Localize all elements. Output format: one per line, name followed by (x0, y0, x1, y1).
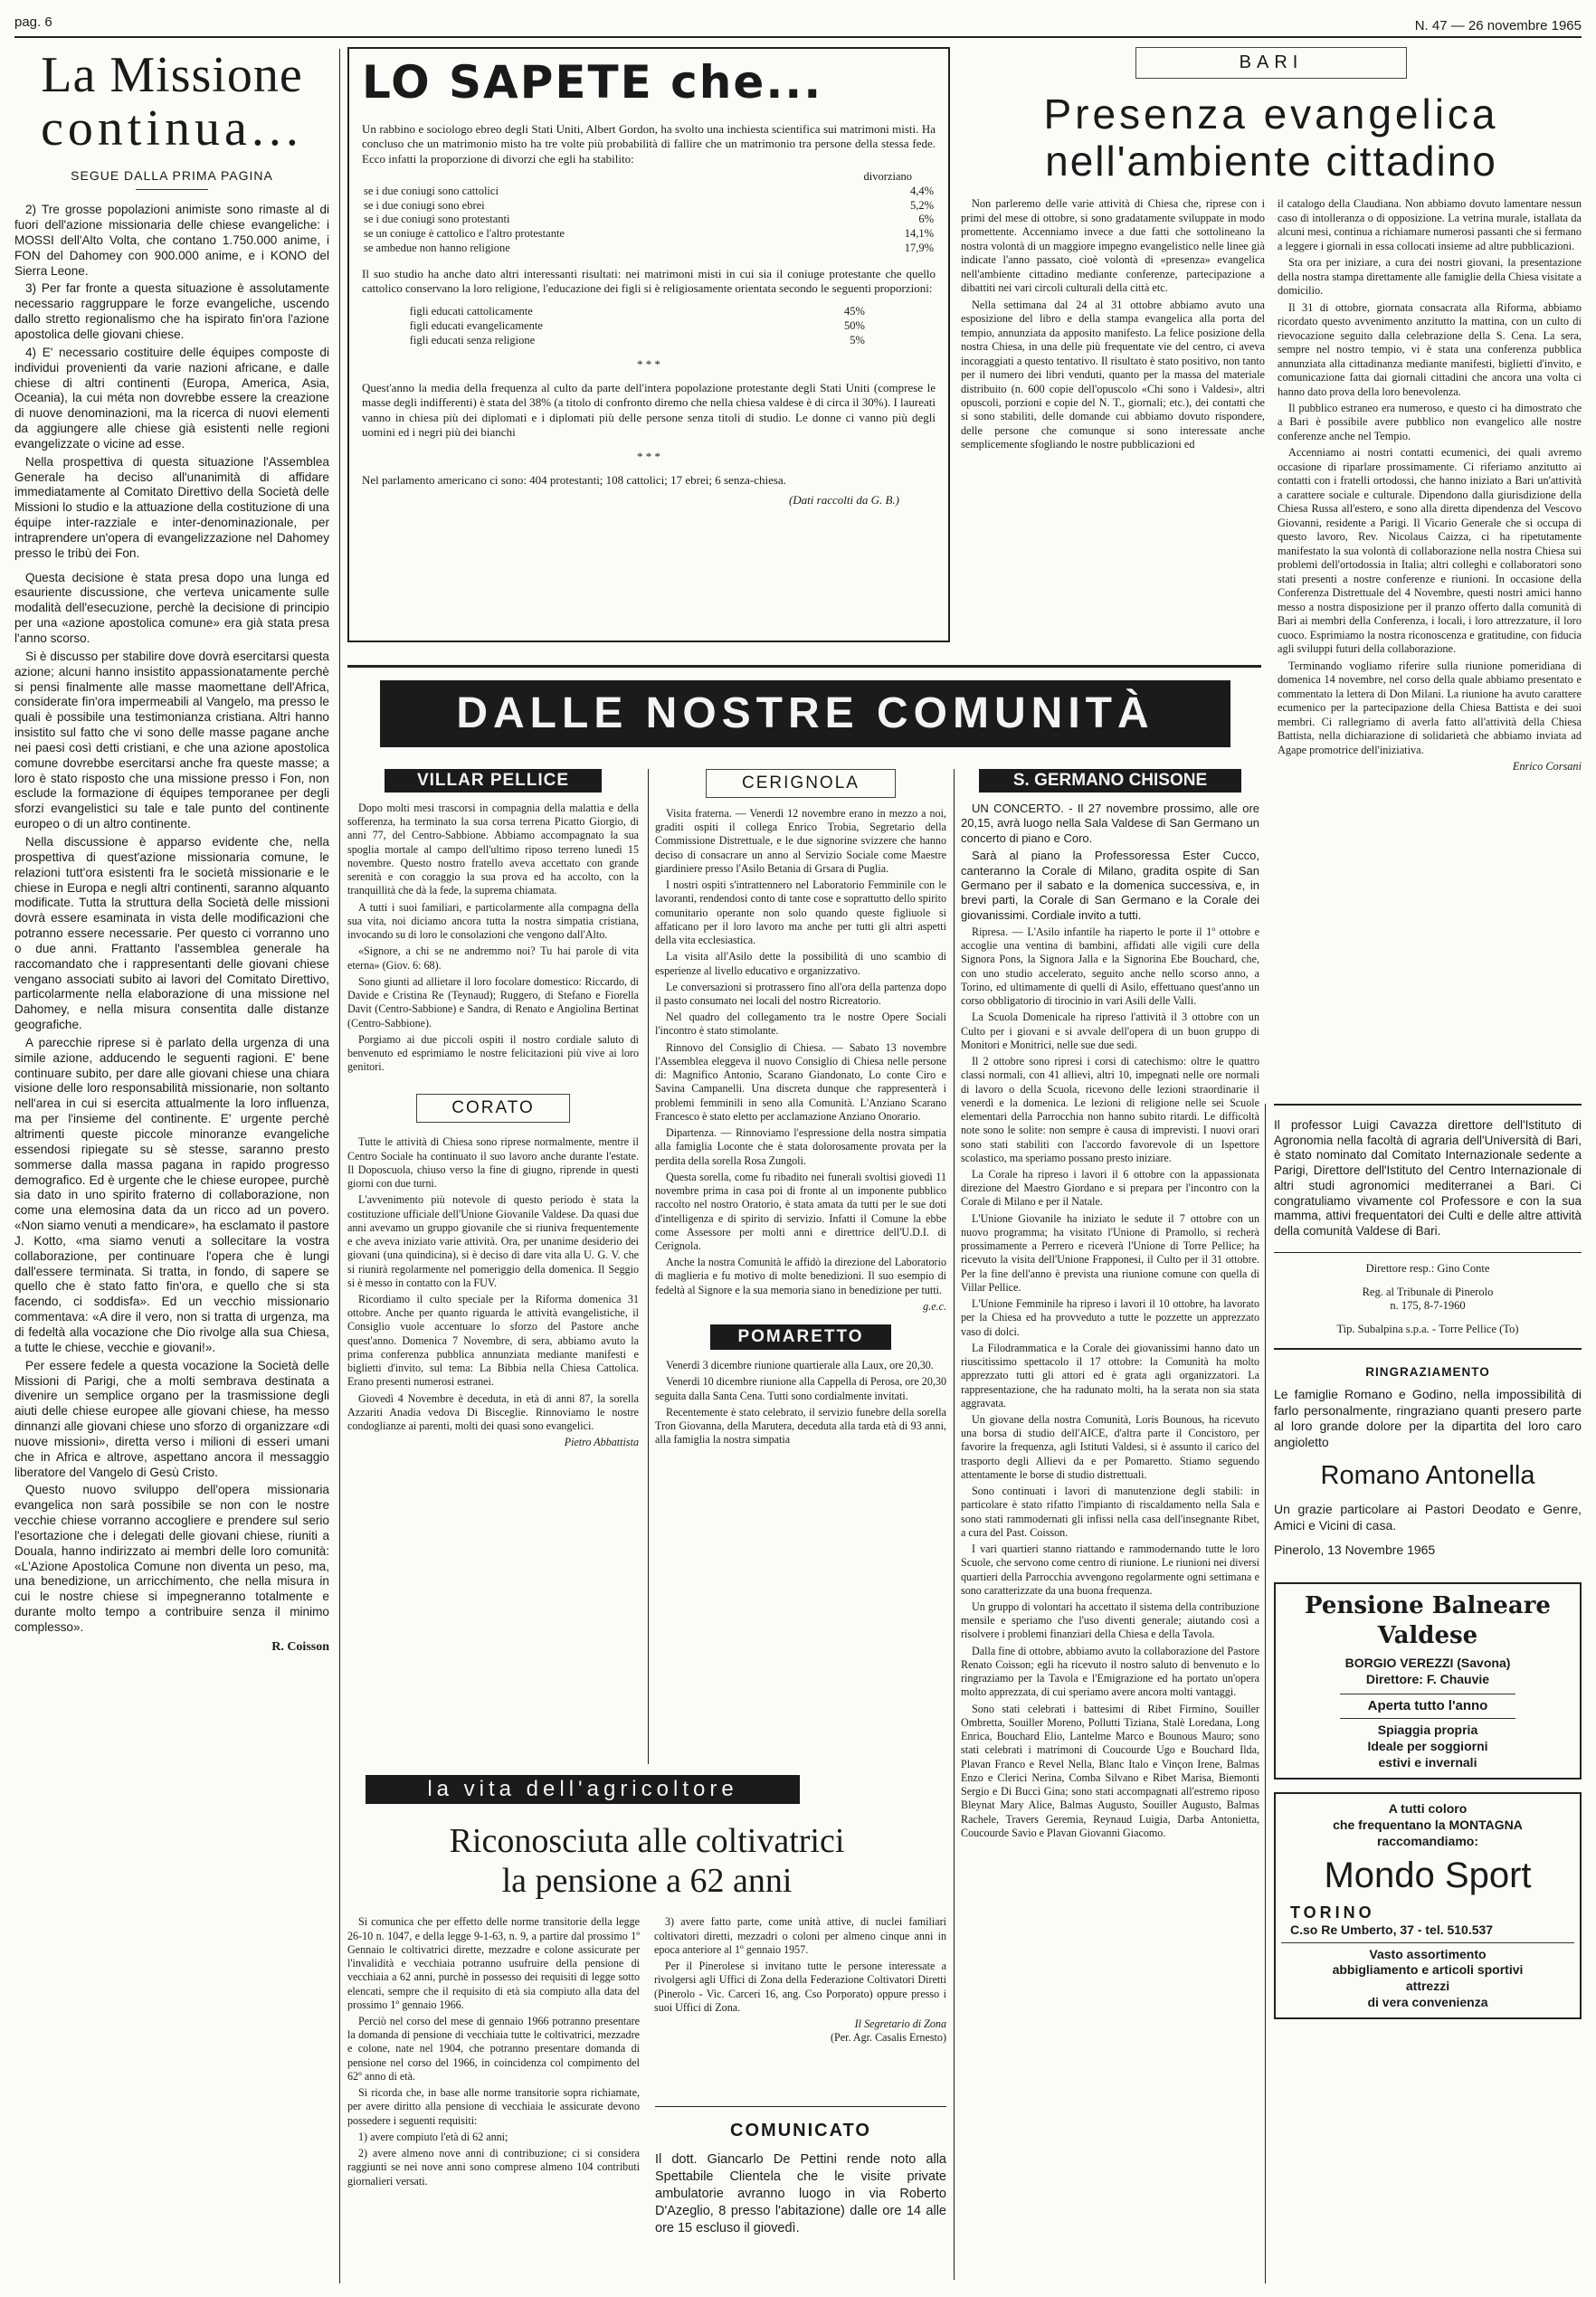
paragraph: L'Unione Giovanile ha iniziato le sedute il 7 ottobre con un nuovo programma; ha visitato l'Unione di Pramollo, si recherà prossimamente a Perrero e riceverà l'Unione di Torre Pellice; ha ricevuto la visita dell'Unione Frapponesi, il Culto per il 31 ottobre. Per la fine dell'anno è prevista una riunione comune con quella di Villar Pellice. (961, 1211, 1259, 1294)
header-rule (14, 36, 1582, 38)
sapete-mid: Il suo studio ha anche dato altri interessanti risultati: nei matrimoni misti in cui sia il coniuge protestante che quello cattolico conservano la loro religione, l'educazione dei figli si è religiosamente orientata secondo le seguenti proporzioni: (362, 266, 936, 295)
sapete-source: (Dati raccolti da G. B.) (788, 493, 899, 508)
paragraph: Dopo molti mesi trascorsi in compagnia della malattia e della sofferenza, ha terminato la sua corsa terrena Picatto Giorgio, di anni 77, del Centro-Sabbione. Abbiamo accompagnato la sua spoglia mortale al campo dell'ultimo riposo terreno lunedì 15 novembre. Questo nostro fratello aveva accettato con grande serenità e con coraggio la sua prova ed ha accolto, con la tranquillità che dà la fede, la suprema chiamata. (347, 802, 639, 897)
comunicato-title: COMUNICATO (730, 2121, 871, 2140)
paragraph: 2) Tre grosse popolazioni animiste sono rimaste al di fuori dell'azione missionaria delle chiese evangeliche: i MOSSI dell'Alto Volta, che contano 1.750.000 anime, i FON del Dahomey con 900.000 anime, e i KONO del Sierra Leone. (14, 203, 329, 278)
mondo-city: TORINO (1290, 1903, 1375, 1922)
col-cerignola-pomaretto (655, 769, 946, 1450)
bari-kicker: BARI (1135, 47, 1407, 79)
column-rule (648, 769, 649, 1764)
comunicato-box (655, 2106, 946, 2236)
paragraph: La Scuola Domenicale ha ripreso l'attività il 3 ottobre con un Culto per i giovani e si avvale dell'opera di un buon gruppo di Monitori e Monitrici, nelle sue due sedi. (961, 1011, 1259, 1051)
ringraziamento-date: Pinerolo, 13 Novembre 1965 (1274, 1542, 1436, 1558)
paragraph: 4) E' necessario costituire delle équipes composte di individui provenienti da varie nazioni africane, e dalle chiese di altri continenti (Europa, America, Asia, Oceania), la cui méta non dovrebbe essere la creazione di nuove denominazioni, ma la ricerca di nuovi elementi da aggiungere alle chiese già esistenti nelle regioni evangelizzate o vicine ad esse. (14, 345, 329, 451)
sapete-intro: Un rabbino e sociologo ebreo degli Stati Uniti, Albert Gordon, ha svolto una inchiesta scientifica sui matrimoni misti. Ha concluso che un matrimonio misto ha tre volte più probabilità di fallire che un matrimonio tra persone della stessa fede. Ecco infatti la proporzione di divorzi che egli ha stabilito: (362, 122, 936, 166)
paragraph: L'Unione Femminile ha ripreso i lavori il 10 ottobre, ha lavorato per la Chiesa ed ha provveduto a tutte le pozzette un apprezzato vaso di dolci. (961, 1297, 1259, 1338)
missione-title-2: continua... (41, 100, 303, 157)
paragraph: Porgiamo ai due piccoli ospiti il nostro cordiale saluto di benvenuto ed esprimiamo le nostre felicitazioni più vive ai loro genitori. (347, 1032, 639, 1074)
agricoltore-signature: Il Segretario di Zona (854, 2017, 946, 2031)
divider (655, 2106, 946, 2107)
right-column (1274, 1104, 1582, 2019)
comunicato-text: Il dott. Giancarlo De Pettini rende noto alla Spettabile Clientela che le visite private ambulatorie avranno luogo in via Roberto D'Azeglio, 8 presso l'abitazione) dalle ore 14 alle ore 15 escluso il giovedì. (655, 2152, 946, 2235)
paragraph: Rinnovo del Consiglio di Chiesa. — Sabato 13 novembre l'Assemblea eleggeva il nuovo Consiglio di Chiesa nelle persone di: Magnifico Antonio, Scarano Giandonato, Lo conte Ciro e Savina Campanelli. Una discreta dunque che rappresenterà i problemi femminili in seno alla Comunità. L'Anziano Scarano Francesco è stato eletto per acclamazione Anziano Onorario. (655, 1040, 946, 1123)
paragraph: Questa sorella, come fu ribadito nei funerali svoltisi giovedì 11 novembre prima in casa poi di fronte al un imponente pubblico raccolto nel nostro Oratorio, è stata amata da tutti per le sue doti d'intelligenza e di spirito di servizio. Infatti il Comune la ebbe come Assessore per molti anni e direttrice dell'U.D.I. di Cerignola. (655, 1170, 946, 1252)
paragraph: Accenniamo ai nostri contatti ecumenici, dei quali avremo occasione di riparlare prossimamente. Ci riferiamo anzitutto ai contatti con i fratelli ortodossi, che hanno iniziato a Bari un'attività a carattere sociale e culturale. Dipendono dalla giurisdizione della Chiesa Russa all'estero, e sono alla diretta dipendenza del Vescovo Giovanni, residente a Parigi. Il Vicario Generale che si occupa di questo lavoro, Rev. Nicolaus Caizza, ci ha ripetutamente manifestato la sua volontà di collaborazione nella nostra Chiesa sui problemi dell'ortodossia in Italia; altri colleghi e collaboratori sono stati presenti a nostre conferenze e riunioni. In occasione della Conferenza Distrettuale del 4 Novembre, questi nostri amici hanno messo a nostra disposizione per il pranzo offerto dalla comunità di Bari ai membri della Conferenza, i locali, i loro attrezzature, il loro cuoco. Esprimiamo la nostra riconoscenza e gratitudine, con fiducia agli sviluppi futuri della collaborazione. (1278, 446, 1582, 656)
paragraph: Sono stati celebrati i battesimi di Ribet Firmino, Souiller Ombretta, Souiller Moreno, Pollutti Tiziana, Stalè Loredana, Long Enrica, Bouchard Elio, Lantelme Marco e Bounous Mauro; sono stati celebrati i matrimoni di Coucourde Ugo e Bouchard Ilda, Plavan Franco e Revel Nella, Blanc Italo e Vinçon Irene, Balmas Enzo e Clerici Nerina, Comba Silvano e Ribet Marisa, Biemonti Sergio e Di Bucci Gina; sono stati accompagnati all'estremo riposo Bleynat Mary Alice, Balmas Augusto, Souiller Augusto, Balmas Rachele, Travers Geremia, Reynaud Luigia, Darba Antonietta, Coucourde Savio e Plavan Giovanni Giacomo. (961, 1702, 1259, 1839)
paragraph: Sono continuati i lavori di manutenzione degli stabili: in particolare è stato rifatto l'impianto di riscaldamento nella Sala e sono stati rammodernati gli infissi nella casa dell'insegnante Ribet, a cura del Past. Coisson. (961, 1485, 1259, 1539)
pensione-l1: Aperta tutto l'anno (1367, 1697, 1488, 1713)
paragraph: Un gruppo di volontari ha accettato il sistema della contribuzione mensile e speriamo che l'uso diventi generale; aiutando così a risolvere i problemi finanziari della Chiesa e della Tavola. (961, 1600, 1259, 1641)
agricoltore-signature-name: (Per. Agr. Casalis Ernesto) (831, 2031, 946, 2045)
bari-col-2 (1278, 197, 1582, 774)
missione-author: R. Coisson (271, 1639, 329, 1654)
ringraziamento-title: RINGRAZIAMENTO (1365, 1364, 1490, 1379)
column-rule (1265, 1104, 1266, 2283)
pensione-name-1: Pensione Balneare (1305, 1591, 1551, 1619)
paragraph: Ripresa. — L'Asilo infantile ha riaperto le porte il 1º ottobre e accoglie una ventina di bambini, affidati alle vigili cure della Signora Pons, la Signora Jalla e la Signorina Ebe Bouchard, che, con uno studio accelerato, seguito anche nello scorso anno, a Torino, ed ultimamente di quelli di Asilo, effettuano quest'anno un corso obbligatorio di tirocinio in vari Asili delle Valli. (961, 925, 1259, 1008)
mondo-b4: di vera convenienza (1367, 1994, 1488, 2009)
missione-title-1: La Missione (41, 47, 303, 103)
sapete-table-head: divorziano (863, 170, 912, 184)
divider (1281, 1942, 1574, 1943)
paragraph: I vari quartieri stanno riattando e rammodernando tutte le loro Scuole, che servono come centro di riunione. Le riunioni nei diversi quartieri della Parrocchia avvengono regolarmente ogni settimana e sono caratterizzate da una buona frequenza. (961, 1542, 1259, 1597)
mondo-b2: abbigliamento e articoli sportivi (1332, 1962, 1524, 1978)
divider (1274, 1104, 1582, 1106)
paragraph: 3) avere fatto parte, come unità attive, di nuclei familiari coltivatori diretti, mezzadri o coloni per almeno cinque anni in epoca anteriore al 1º gennaio 1957. (654, 1915, 946, 1956)
table-row: se ambedue non hanno religione 17,9% (364, 241, 934, 254)
paragraph: Ricordiamo il culto speciale per la Riforma domenica 31 ottobre. Anche per quanto riguarda le attività evangelistiche, il Consiglio vuole accentuare lo sforzo del Pastore anche quest'anno. Domenica 7 Novembre, di sera, abbiamo avuto la prima conferenza pubblica annunziata mediante manifesti e biglietti d'invito, sul tema: La Bibbia nella Chiesa Cattolica. Erano presenti numerosi estranei. (347, 1292, 639, 1389)
ringraziamento-text: Le famiglie Romano e Godino, nella impossibilità di farlo personalmente, ringraziano quanti presero parte al loro grande dolore per la dipartita del loro caro angioletto (1274, 1386, 1582, 1449)
mondo-top-3: raccomandiamo: (1376, 1833, 1479, 1848)
sapete-table-1 (362, 185, 936, 256)
paragraph: Il 2 ottobre sono ripresi i corsi di catechismo: oltre le quattro classi normali, con 41 allievi, altri 10, impegnati nelle ore normali di lavoro o della Scuola, ricevono delle lezioni straordinarie il venerdì e la domenica. Le lezioni di religione nelle sei Scuole elementari della Parrocchia non hanno subito ritardi. Le difficoltà note sono le solite: non sempre è causa di imprevisti. I nuovi orari sono stati stabiliti con l'accordo favorevole di un Ispettore scolastico, ma speriamo possano presto iniziare. (961, 1055, 1259, 1164)
paragraph: il catalogo della Claudiana. Non abbiamo dovuto lamentare nessun caso di intolleranza o di opposizione. La vetrina murale, istallata da alcuni mesi, continua a richiamare numerosi passanti che si fermano a leggere i giornali in essa collocati insieme ad altre pubblicazioni. (1278, 197, 1582, 252)
paragraph: Nella prospettiva di questa situazione l'Assemblea Generale ha deciso all'unanimità di affidare immediatamente al Comitato Direttivo della Società delle Missioni lo studio e la attuazione della costituzione di una équipe inter-razziale e inter-denominazionale, per intraprendere un'opera di evangelizzazione nel Dahomey presso le tribù dei Fon. (14, 454, 329, 560)
sapete-title: LO SAPETE che... (362, 56, 823, 109)
paragraph: Si comunica che per effetto delle norme transitorie della legge 26-10 n. 1047, e della legge 9-1-63, n. 9, a partire dal prossimo 1º Gennaio le coltivatrici dirette, mezzadre e colone assicurate per l'invalidità e vecchiaia potranno usufruire della pensione di vecchiaia a 62 anni, purchè in possesso dei requisiti di legge sotto elencati, sempre che il requisito di età sia compiuto alla data del prossimo 1º gennaio 1966. (347, 1915, 640, 2011)
table-row: se i due coniugi sono cattolici 4,4% (364, 184, 934, 197)
issue-info: N. 47 — 26 novembre 1965 (1414, 18, 1582, 33)
table-row: se un coniuge è cattolico e l'altro protestante 14,1% (364, 227, 934, 241)
pensione-place: BORGIO VEREZZI (Savona) (1344, 1656, 1511, 1671)
table-row: se i due coniugi sono ebrei 5,2% (364, 198, 934, 212)
comunita-banner: DALLE NOSTRE COMUNITÀ (380, 680, 1230, 747)
missione-subtitle: SEGUE DALLA PRIMA PAGINA (71, 167, 273, 183)
agricoltore-title-2: la pensione a 62 anni (501, 1861, 793, 1900)
column-rule (339, 49, 340, 2283)
paragraph: Le conversazioni si protrassero fino all'ora della partenza dopo il pasto consumato nei locali del nostro Ricreatorio. (655, 980, 946, 1007)
sapete-box (347, 47, 950, 642)
paragraph: Sono giunti ad allietare il loro focolare domestico: Riccardo, di Davide e Cristina Re (Teynaud); Ruggero, di Stefano e Fiorella Davit (Centro-Sabbione) e Sandra, di Renato e Angiolina Bertinat (Centro-Sabbione). (347, 974, 639, 1030)
cavazza-note: Il professor Luigi Cavazza direttore dell'Istituto di Agronomia nella facoltà di agraria dell'Università di Bari, è stato nominato dal Comitato Internazionale sedente a Parigi, Direttore dell'Istituto del Centro Internazionale di altri studi agronomici mediterranei a Bari. Ci congratuliamo vivamente col Professore e con la sua mamma, attivi frequentatori dei Culti e delle altre attività della comunità Valdese di Bari. (1274, 1118, 1582, 1239)
paragraph: Terminando vogliamo riferire sulla riunione pomeridiana di domenica 14 novembre, nel corso della quale abbiamo presentato e commentato la lettera di Don Milani. La riunione ha avuto carattere ecumenico per la partecipazione della Chiesa Battista e dei suoi membri. Ci rallegriamo di averla fatto all'attività della Chiesa Battista, nella dichiarazione di solidarietà che abbiamo inviata ad Agape promotrice dell'iniziativa. (1278, 659, 1582, 756)
paragraph: A parecchie riprese si è parlato della urgenza di una simile azione, adducendo le seguenti ragioni. E' bene continuare subito, per dare alle giovani chiese una chiara visione delle loro responsabilità missionarie, non soltanto nell'area in cui si esercita attualmente la loro influenza, ma per l'insieme del continente. E' urgente perchè altrimenti queste piccole minoranze evangeliche essendosi ripiegate su sè stesse, saranno presto sommerse dalla massa pagana in rapido progresso demografico. Ed è urgente che le chiese europee, purchè sia dato in uno spirito fraterno di collaborazione, non come una elemosina data da un ricco ad un povero. «Non siamo venuti a mendicare», ha esclamato il pastore J. Kotto, «ma siamo venuti a sollecitare la vostra collaborazione, per continuare l'opera che è lungi dall'essere terminata. Si tratta, in fondo, di sapere se quello che è stato fatto fin'ora, e quello che si sta facendo, ci soddisfa». Ed un vecchio missionario commentava: «A dire il vero, non si tratta di urgenza, ma di fedeltà alla vocazione che Dio rivolge alla sua Chiesa, a tutte le chiese, vecchie e giovani!». (14, 1035, 329, 1354)
pensione-l4: estivi e invernali (1378, 1754, 1477, 1770)
bari-title-2: nell'ambiente cittadino (1045, 137, 1497, 185)
ringraziamento-text2: Un grazie particolare ai Pastori Deodato e Genre, Amici e Vicini di casa. (1274, 1501, 1582, 1533)
gerenza-num: n. 175, 8-7-1960 (1390, 1299, 1466, 1313)
paragraph: Un giovane della nostra Comunità, Loris Bounous, ha ricevuto una borsa di studio dell'AICE, d'altra parte il Concistoro, per favorire la frequenza, agli Istituti Valdesi, si è assunto il carico del trasporto degli Allievi da e per Pomaretto. Stiamo seguendo attentamente le borse di studio distrettuali. (961, 1412, 1259, 1481)
cerignola-header: CERIGNOLA (706, 769, 896, 798)
mondo-top-1: A tutti coloro (1388, 1801, 1468, 1817)
paragraph: Sta ora per iniziare, a cura dei nostri giovani, la presentazione della nostra stampa direttamente alle famiglie della Chiesa visitate a domicilio. (1278, 256, 1582, 298)
paragraph: La visita all'Asilo dette la possibilità di uno scambio di esperienze al livello educativo e organizzativo. (655, 950, 946, 977)
mondo-sport-ad (1274, 1792, 1582, 2019)
paragraph: Sarà al piano la Professoressa Ester Cucco, canteranno la Corale di Milano, gradita ospite di San Germano per il sabato e la domenica successiva, e, in brevi parti, la Corale di San Germano e la Corale dei giovanissimi. Cordiale invito a tutti. (961, 849, 1259, 922)
paragraph: Recentemente è stato celebrato, il servizio funebre della sorella Tron Giovanna, della Marutera, deceduta alla tarda età di 93 anni, alla famiglia la nostra simpatia (655, 1405, 946, 1447)
table-row: figli educati evangelicamente 50% (409, 319, 865, 333)
pensione-name-2: Valdese (1377, 1621, 1478, 1649)
paragraph: UN CONCERTO. - Il 27 novembre prossimo, alle ore 20,15, avrà luogo nella Sala Valdese di San Germano un concerto di piano e Coro. (961, 802, 1259, 845)
pensione-director: Direttore: F. Chauvie (1365, 1671, 1490, 1686)
stars-separator: * * * (637, 449, 660, 463)
paragraph: Dipartenza. — Rinnoviamo l'espressione della nostra simpatia alla famiglia Loconte che è stata dolorosamente provata per la perdita della sorella Rosa Zungoli. (655, 1126, 946, 1167)
divider (1340, 1718, 1515, 1719)
paragraph: Per il Pinerolese si invitano tutte le persone interessate a rivolgersi agli Uffici di Zona della Federazione Coltivatori Diretti (Pinerolo - Vic. Carceri 16, ang. Cso Porporato) oppure presso i suoi Uffici di Zona. (654, 1960, 946, 2014)
paragraph: I nostri ospiti s'intrattennero nel Laboratorio Femminile con le lavoranti, rendendosi conto di tante cose e soprattutto dello spirito comunitario operante non solo quando queste figliuole si affaticano per il loro lavoro ma anche per tutti gli altri aspetti della vita ecclesiastica. (655, 878, 946, 947)
paragraph: Nel quadro del collegamento tra le nostre Opere Sociali l'incontro è stato stimolante. (655, 1011, 946, 1038)
pomaretto-header: POMARETTO (710, 1324, 891, 1350)
sapete-p3: Nel parlamento americano ci sono: 404 protestanti; 108 cattolici; 17 ebrei; 6 senza-chiesa. (362, 472, 786, 487)
paragraph: A tutti i suoi familiari, e particolarmente alla compagna della sua vita, noi diciamo ancora tutta la nostra simpatia cristiana, invocando su di loro le consolazioni che vengono dall'Alto. (347, 900, 639, 942)
col-villar-corato (347, 769, 639, 1450)
pensione-ad (1274, 1582, 1582, 1780)
paragraph: La Corale ha ripreso i lavori il 6 ottobre con la appassionata direzione del Maestro Giordano e si prepara per l'incontro con la Corale di Milano e per il Natale. (961, 1167, 1259, 1209)
corato-header: CORATO (416, 1094, 570, 1123)
paragraph: La Filodrammatica e la Corale dei giovanissimi hanno dato un riuscitissimo spettacolo il 17 ottobre: la Comunità ha molto apprezzato tutti gli attori ed è grata agli organizzatori. La rappresentazione, che ha radunato molti, ha la serata non sia stata aggravata. (961, 1341, 1259, 1410)
ringraziamento (1274, 1364, 1582, 1559)
agricoltore-banner: la vita dell'agricoltore (366, 1775, 800, 1804)
paragraph: Giovedì 4 Novembre è deceduta, in età di anni 87, la sorella Azzariti Anadia vedova Di Bisceglie. Rinnoviamo le nostre condoglianze ai parenti, molti dei quasi sono evangelici. (347, 1391, 639, 1433)
bari-title-1: Presenza evangelica (1043, 90, 1499, 138)
paragraph: L'avvenimento più notevole di questo periodo è stata la costituzione ufficiale dell'Unione Giovanile Valdese. Da quasi due anni avevamo un gruppo giovanile che si riuniva frequentemente e che aveva iniziato varie attività. Ora, per unanime desiderio dei giovani (una quindicina), si è deciso di dare vita alla U. G. V. che si riunirà regolarmente nel pomeriggio della domenica. Il Seggio si è messo in contatto con la FUV. (347, 1193, 639, 1289)
table-row: figli educati senza religione 5% (409, 333, 865, 346)
mondo-top-2: che frequentano la MONTAGNA (1333, 1817, 1523, 1832)
bari-author: Enrico Corsani (1512, 760, 1582, 774)
page-number: pag. 6 (14, 14, 52, 30)
paragraph: Il 31 di ottobre, giornata consacrata alla Riforma, abbiamo ricordato questo avvenimento anzitutto la mattina, con un culto di rievocazione seguito dalla celebrazione della S. Cena. La sera, sempre nel nostro tempio, vi è stata una conferenza pubblica annunziata alla cittadinanza mediante manifesti, biglietti d'invito, e comunicazione fatta dai giornali cittadini che ancora una volta ci hanno dato prova della loro benevolenza. (1278, 300, 1582, 398)
divider (136, 189, 208, 190)
stars-separator: * * * (637, 356, 660, 371)
paragraph: Si è discusso per stabilire dove dovrà esercitarsi questa azione; alcuni hanno insistito appassionatamente perchè si pensi finalmente alle masse maomettane dell'Africa, considerate fin'ora impermeabili al Vangelo, ma presso le quali è possibile una testimonianza cristiana. Altri hanno insistito sul fatto che vi sono delle masse pagane anche nei paesi così detti cristiani, e che una azione apostolica comune dovrebbe esercitarsi anche fra queste masse; a loro è stato risposto che una missione presso i Fon, non esclude la formazione di équipes temporanee per degli sforzi evangelistici su tale e tale punto del continente europeo o di un altro continente. (14, 649, 329, 831)
divider (347, 665, 1261, 668)
mondo-addr: C.so Re Umberto, 37 - tel. 510.537 (1290, 1922, 1494, 1938)
paragraph: Questo nuovo sviluppo dell'opera missionaria evangelica non sarà possibile se non con le nostre vecchie chiese vorranno accogliere e prendere sul serio l'esortazione che i delegati delle giovani chiese, riuniti a Douala, hanno indirizzato ai membri delle loro comunità: «L'Azione Apostolica Comune non diventa un peso, ma, una benedizione, un arricchimento, che nella misura in cui le nostre chiese si impegneranno totalmente e durante molto tempo a contribuire senza il minimo complesso». (14, 1483, 329, 1634)
paragraph: Venerdì 10 dicembre riunione alla Cappella di Perosa, ore 20,30 seguita dalla Santa Cena. Tutti sono cordialmente invitati. (655, 1375, 946, 1402)
divider (1274, 1252, 1582, 1253)
gerenza-reg: Reg. al Tribunale di Pinerolo (1362, 1285, 1494, 1298)
pensione-l2: Spiaggia propria (1377, 1723, 1478, 1738)
paragraph: Il pubblico estraneo era numeroso, e questo ci ha dimostrato che a Bari è possibile avere pubblico non evangelico alle nostre conferenze anche nel Tempio. (1278, 402, 1582, 442)
gerenza (1274, 1262, 1582, 1337)
mondo-name: Mondo Sport (1324, 1856, 1532, 1896)
paragraph: Anche la nostra Comunità le affidò la direzione del Laboratorio di maglieria e fu motivo di molte benedizioni. Il suo esempio di fedeltà al Signore e la sua memoria siano in benedizione per tutti. (655, 1256, 946, 1296)
germano-header: S. GERMANO CHISONE (979, 769, 1241, 793)
agricoltore-title-1: Riconosciuta alle coltivatrici (449, 1822, 845, 1860)
paragraph: 2) avere almeno nove anni di contribuzione; ci si considera raggiunti se nei nove anni sono comprese almeno 104 contributi giornalieri versati. (347, 2147, 640, 2188)
ringraziamento-name: Romano Antonella (1320, 1461, 1535, 1491)
paragraph: «Signore, a chi se ne andremmo noi? Tu hai parole di vita eterna» (Giov. 6: 68). (347, 944, 639, 972)
paragraph: Visita fraterna. — Venerdì 12 novembre erano in mezzo a noi, graditi ospiti il collega Enrico Trobia, Segretario della Commissione Distrettuale, e le due signorine svizzere che hanno deciso di consacrare un anno al Servizio Sociale come Maestre giardiniere presso l'Asilo Betania di Grsara di Puglia. (655, 806, 946, 875)
paragraph: Perciò nel corso del mese di gennaio 1966 potranno presentare la domanda di pensione di vecchiaia tutte le coltivatrici, mezzadre e colone, nate nel 1904, che potranno presentare domanda di pensione nel corso del 1966, in coincidenza col compimento del 62º anno di età. (347, 2015, 640, 2083)
divider (1274, 1348, 1582, 1350)
mondo-b3: attrezzi (1405, 1979, 1450, 1994)
sapete-p2: Quest'anno la media della frequenza al culto da parte dell'intera popolazione protestante degli Stati Uniti (comprese le masse degli indifferenti) è stata del 38% (a titolo di confronto diremo che nella chiesa valdese è di circa il 30%). I laureati vanno in chiesa più dei diplomati e i diplomati più delle persone senza titoli di studio. Le donne ci vanno più degli uomini ed i negri più dei bianchi (362, 381, 936, 440)
paragraph: Per essere fedele a questa vocazione la Società delle Missioni di Parigi, che a molti sembrava destinata a divenire un semplice organo per la trasmissione degli aiuti delle chiese europee alle giovani chiese, ha messo dinnanzi alle giovani chiese uno sforzo di organizzare «di nuove missioni», diretta verso i milioni di esseri umani che in Africa e altrove, aspettano ancora il messaggio liberatore del Vangelo di Gesù Cristo. (14, 1358, 329, 1479)
sapete-table-2 (408, 305, 867, 347)
column-rule (954, 769, 955, 2280)
paragraph: Nella discussione è apparso evidente che, nella prospettiva di quest'azione missionaria comune, le relazioni tutt'ora esistenti fra le società missionarie e le chiese in Europa e negli altri continenti, saranno alquanto modificate. Tutta la struttura della Società delle missioni dovrà essere esaminata in vista delle modificazioni che potranno essere necessarie. Per questo ci vorranno uno o due anni. Frattanto l'assemblea generale ha raccomandato che i rappresentanti delle giovani chiese vengano associati subito ai lavori del Comitato Direttivo, particolarmente nella elaborazione di una missione nel Dahomey, e nella misura consentita dalle distanze geografiche. (14, 834, 329, 1032)
pensione-l3: Ideale per soggiorni (1367, 1739, 1488, 1754)
mondo-b1: Vasto assortimento (1369, 1946, 1487, 1961)
col-germano (961, 769, 1259, 1843)
paragraph: Nella settimana dal 24 al 31 ottobre abbiamo avuto una esposizione del libro e della stampa evangelica alla porta del tempio, annunziata da apposito manifesto. La felice posizione della nostra Chiesa, in una delle più frequentate vie del centro, ci aveva incoraggiati a questo tentativo. Il risultato è stato positivo, non tanto per il numero dei libri venduti, quanto per la massa del materiale distribuito (n. 600 copie dell'opuscolo «Chi sono i Valdesi», altri opuscoli, porzioni e copie del N. T., giornali; etc.), dei contatti che si sono stabiliti, delle domande cui abbiamo dovuto rispondere, delle persone che comunque si sono interessate anche semplicemente sfogliando le nostre pubblicazioni ed (961, 298, 1265, 451)
cerignola-author: g.e.c. (923, 1299, 946, 1313)
paragraph: Dalla fine di ottobre, abbiamo avuto la collaborazione del Pastore Renato Coisson; egli ha ricevuto il nostro saluto di benvenuto e lo ringraziamo per la Tavola e l'Emigrazione ed ha portato un'opera molto apprezzata, di cui speriamo avere ancora molti vantaggi. (961, 1644, 1259, 1699)
villar-header: VILLAR PELLICE (385, 769, 602, 793)
table-row: se i due coniugi sono protestanti 6% (364, 213, 934, 226)
paragraph: Venerdì 3 dicembre riunione quartierale alla Laux, ore 20,30. (666, 1359, 934, 1372)
corato-author: Pietro Abbattista (564, 1436, 639, 1449)
table-row: figli educati cattolicamente 45% (409, 305, 865, 318)
gerenza-tip: Tip. Subalpina s.p.a. - Torre Pellice (To) (1336, 1323, 1519, 1336)
paragraph: 1) avere compiuto l'età di 62 anni; (358, 2130, 508, 2143)
paragraph: Tutte le attività di Chiesa sono riprese normalmente, mentre il Centro Sociale ha continuato il suo lavoro anche durante l'estate. Il Doposcuola, chiuso verso la fine di giugno, riprende in questi giorni con due turni. (347, 1135, 639, 1191)
paragraph: Non parleremo delle varie attività di Chiesa che, riprese con i primi del mese di ottobre, si sono gradatamente sviluppate in modo promettente. Accenniamo invece a due fatti che sottolineano la nostra volontà di un maggiore impegno evangelistico nelle linee già indicate l'anno passato, cioè volontà di «presenza» evangelica nell'ambiente cittadino mediante conferenze, partecipazione a dibattiti nei vari circoli culturali della città etc. (961, 197, 1265, 295)
paragraph: 3) Per far fronte a questa situazione è assolutamente necessario raggruppare le forze evangeliche, uscendo dallo stretto regionalismo che ha ispirato fin'ora l'azione apostolica delle giovani chiese. (14, 281, 329, 341)
paragraph: Questa decisione è stata presa dopo una lunga ed esauriente discussione, che verteva unicamente sulle modalità dell'esecuzione, perchè la decisione di principio per una «azione apostolica comune» era già stata presa l'anno scorso. (14, 570, 329, 645)
agricoltore-col-1 (347, 1915, 640, 2190)
gerenza-director: Direttore resp.: Gino Conte (1365, 1261, 1490, 1275)
paragraph: Si ricorda che, in base alle norme transitorie sopra richiamate, per avere diritto alla pensione di vecchiaia le assicurate devono possedere i seguenti requisiti: (347, 2086, 640, 2127)
missione-article (14, 49, 329, 1655)
missione-body (14, 203, 329, 1636)
